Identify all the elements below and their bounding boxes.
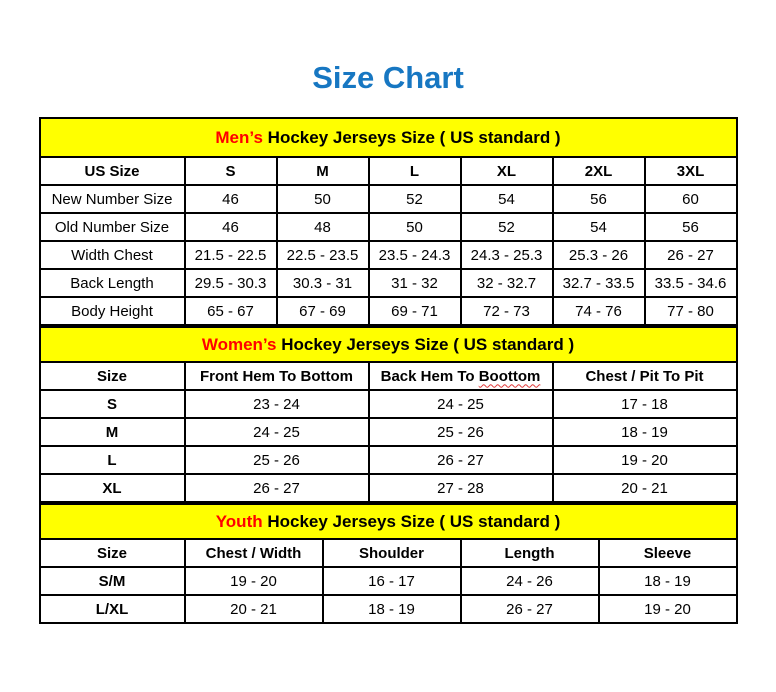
womens-header-misspelled-word: Boottom: [478, 367, 541, 385]
womens-band-text: Hockey Jerseys Size ( US standard ): [281, 334, 575, 354]
mens-header-cell: 2XL: [553, 157, 645, 185]
womens-row-xl: [40, 474, 737, 502]
value-cell: 25 - 26: [185, 446, 369, 474]
womens-row-m: [40, 418, 737, 446]
youth-header-row: [40, 539, 737, 567]
value-cell: 48: [277, 213, 369, 241]
womens-header-cell: [369, 362, 553, 390]
value-cell: 46: [185, 185, 277, 213]
value-cell: 24 - 26: [461, 567, 599, 595]
value-cell: 67 - 69: [277, 297, 369, 325]
value-cell: 32 - 32.7: [461, 269, 553, 297]
mens-header-cell: L: [369, 157, 461, 185]
value-cell: 17 - 18: [553, 390, 737, 418]
value-cell: 56: [553, 185, 645, 213]
row-label: Body Height: [40, 297, 185, 325]
youth-row-lxl: [40, 595, 737, 623]
womens-header-cell: Front Hem To Bottom: [185, 362, 369, 390]
mens-row-back-length: [40, 269, 737, 297]
youth-band-text: Hockey Jerseys Size ( US standard ): [267, 511, 561, 531]
womens-header-cell: Chest / Pit To Pit: [553, 362, 737, 390]
mens-row-old-number: [40, 213, 737, 241]
value-cell: 60: [645, 185, 737, 213]
row-label: XL: [40, 474, 185, 502]
value-cell: 56: [645, 213, 737, 241]
row-label: S/M: [40, 567, 185, 595]
row-label: Width Chest: [40, 241, 185, 269]
value-cell: 24.3 - 25.3: [461, 241, 553, 269]
value-cell: 18 - 19: [599, 567, 737, 595]
mens-section-band: [39, 117, 738, 156]
youth-band-highlight: Youth: [215, 511, 263, 531]
value-cell: 18 - 19: [323, 595, 461, 623]
row-label: L/XL: [40, 595, 185, 623]
value-cell: 74 - 76: [553, 297, 645, 325]
value-cell: 20 - 21: [553, 474, 737, 502]
youth-header-cell: Length: [461, 539, 599, 567]
row-label: Old Number Size: [40, 213, 185, 241]
womens-row-l: [40, 446, 737, 474]
mens-header-row: [40, 157, 737, 185]
value-cell: 19 - 20: [599, 595, 737, 623]
value-cell: 25.3 - 26: [553, 241, 645, 269]
value-cell: 69 - 71: [369, 297, 461, 325]
youth-header-cell: Size: [40, 539, 185, 567]
youth-header-cell: Sleeve: [599, 539, 737, 567]
value-cell: 31 - 32: [369, 269, 461, 297]
value-cell: 30.3 - 31: [277, 269, 369, 297]
value-cell: 54: [461, 185, 553, 213]
row-label: L: [40, 446, 185, 474]
page-title: Size Chart: [312, 60, 464, 95]
value-cell: 23.5 - 24.3: [369, 241, 461, 269]
value-cell: 24 - 25: [369, 390, 553, 418]
value-cell: 23 - 24: [185, 390, 369, 418]
size-chart: [39, 117, 738, 624]
womens-header-cell: Size: [40, 362, 185, 390]
youth-header-cell: Chest / Width: [185, 539, 323, 567]
value-cell: 26 - 27: [185, 474, 369, 502]
mens-header-cell: M: [277, 157, 369, 185]
value-cell: 54: [553, 213, 645, 241]
value-cell: 27 - 28: [369, 474, 553, 502]
value-cell: 22.5 - 23.5: [277, 241, 369, 269]
value-cell: 46: [185, 213, 277, 241]
mens-row-new-number: [40, 185, 737, 213]
value-cell: 19 - 20: [553, 446, 737, 474]
womens-band-highlight: Women’s: [201, 334, 277, 354]
mens-row-body-height: [40, 297, 737, 325]
womens-header-row: [40, 362, 737, 390]
youth-header-cell: Shoulder: [323, 539, 461, 567]
value-cell: 32.7 - 33.5: [553, 269, 645, 297]
value-cell: 25 - 26: [369, 418, 553, 446]
value-cell: 26 - 27: [461, 595, 599, 623]
mens-header-cell: 3XL: [645, 157, 737, 185]
value-cell: 20 - 21: [185, 595, 323, 623]
youth-section-band: [39, 503, 738, 538]
row-label: M: [40, 418, 185, 446]
value-cell: 24 - 25: [185, 418, 369, 446]
row-label: Back Length: [40, 269, 185, 297]
value-cell: 18 - 19: [553, 418, 737, 446]
value-cell: 77 - 80: [645, 297, 737, 325]
mens-header-cell: US Size: [40, 157, 185, 185]
value-cell: 26 - 27: [645, 241, 737, 269]
value-cell: 33.5 - 34.6: [645, 269, 737, 297]
value-cell: 52: [369, 185, 461, 213]
mens-size-table: [39, 156, 738, 326]
value-cell: 16 - 17: [323, 567, 461, 595]
value-cell: 65 - 67: [185, 297, 277, 325]
womens-row-s: [40, 390, 737, 418]
womens-section-band: [39, 326, 738, 361]
row-label: New Number Size: [40, 185, 185, 213]
value-cell: 26 - 27: [369, 446, 553, 474]
value-cell: 50: [369, 213, 461, 241]
mens-band-highlight: Men’s: [215, 127, 263, 147]
value-cell: 19 - 20: [185, 567, 323, 595]
mens-header-cell: S: [185, 157, 277, 185]
womens-header-misspell-prefix: Back Hem To: [380, 367, 475, 385]
mens-row-width-chest: [40, 241, 737, 269]
youth-size-table: [39, 538, 738, 624]
youth-row-sm: [40, 567, 737, 595]
womens-size-table: [39, 361, 738, 503]
value-cell: 50: [277, 185, 369, 213]
mens-header-cell: XL: [461, 157, 553, 185]
value-cell: 29.5 - 30.3: [185, 269, 277, 297]
row-label: S: [40, 390, 185, 418]
value-cell: 52: [461, 213, 553, 241]
value-cell: 72 - 73: [461, 297, 553, 325]
value-cell: 21.5 - 22.5: [185, 241, 277, 269]
mens-band-text: Hockey Jerseys Size ( US standard ): [267, 127, 561, 147]
